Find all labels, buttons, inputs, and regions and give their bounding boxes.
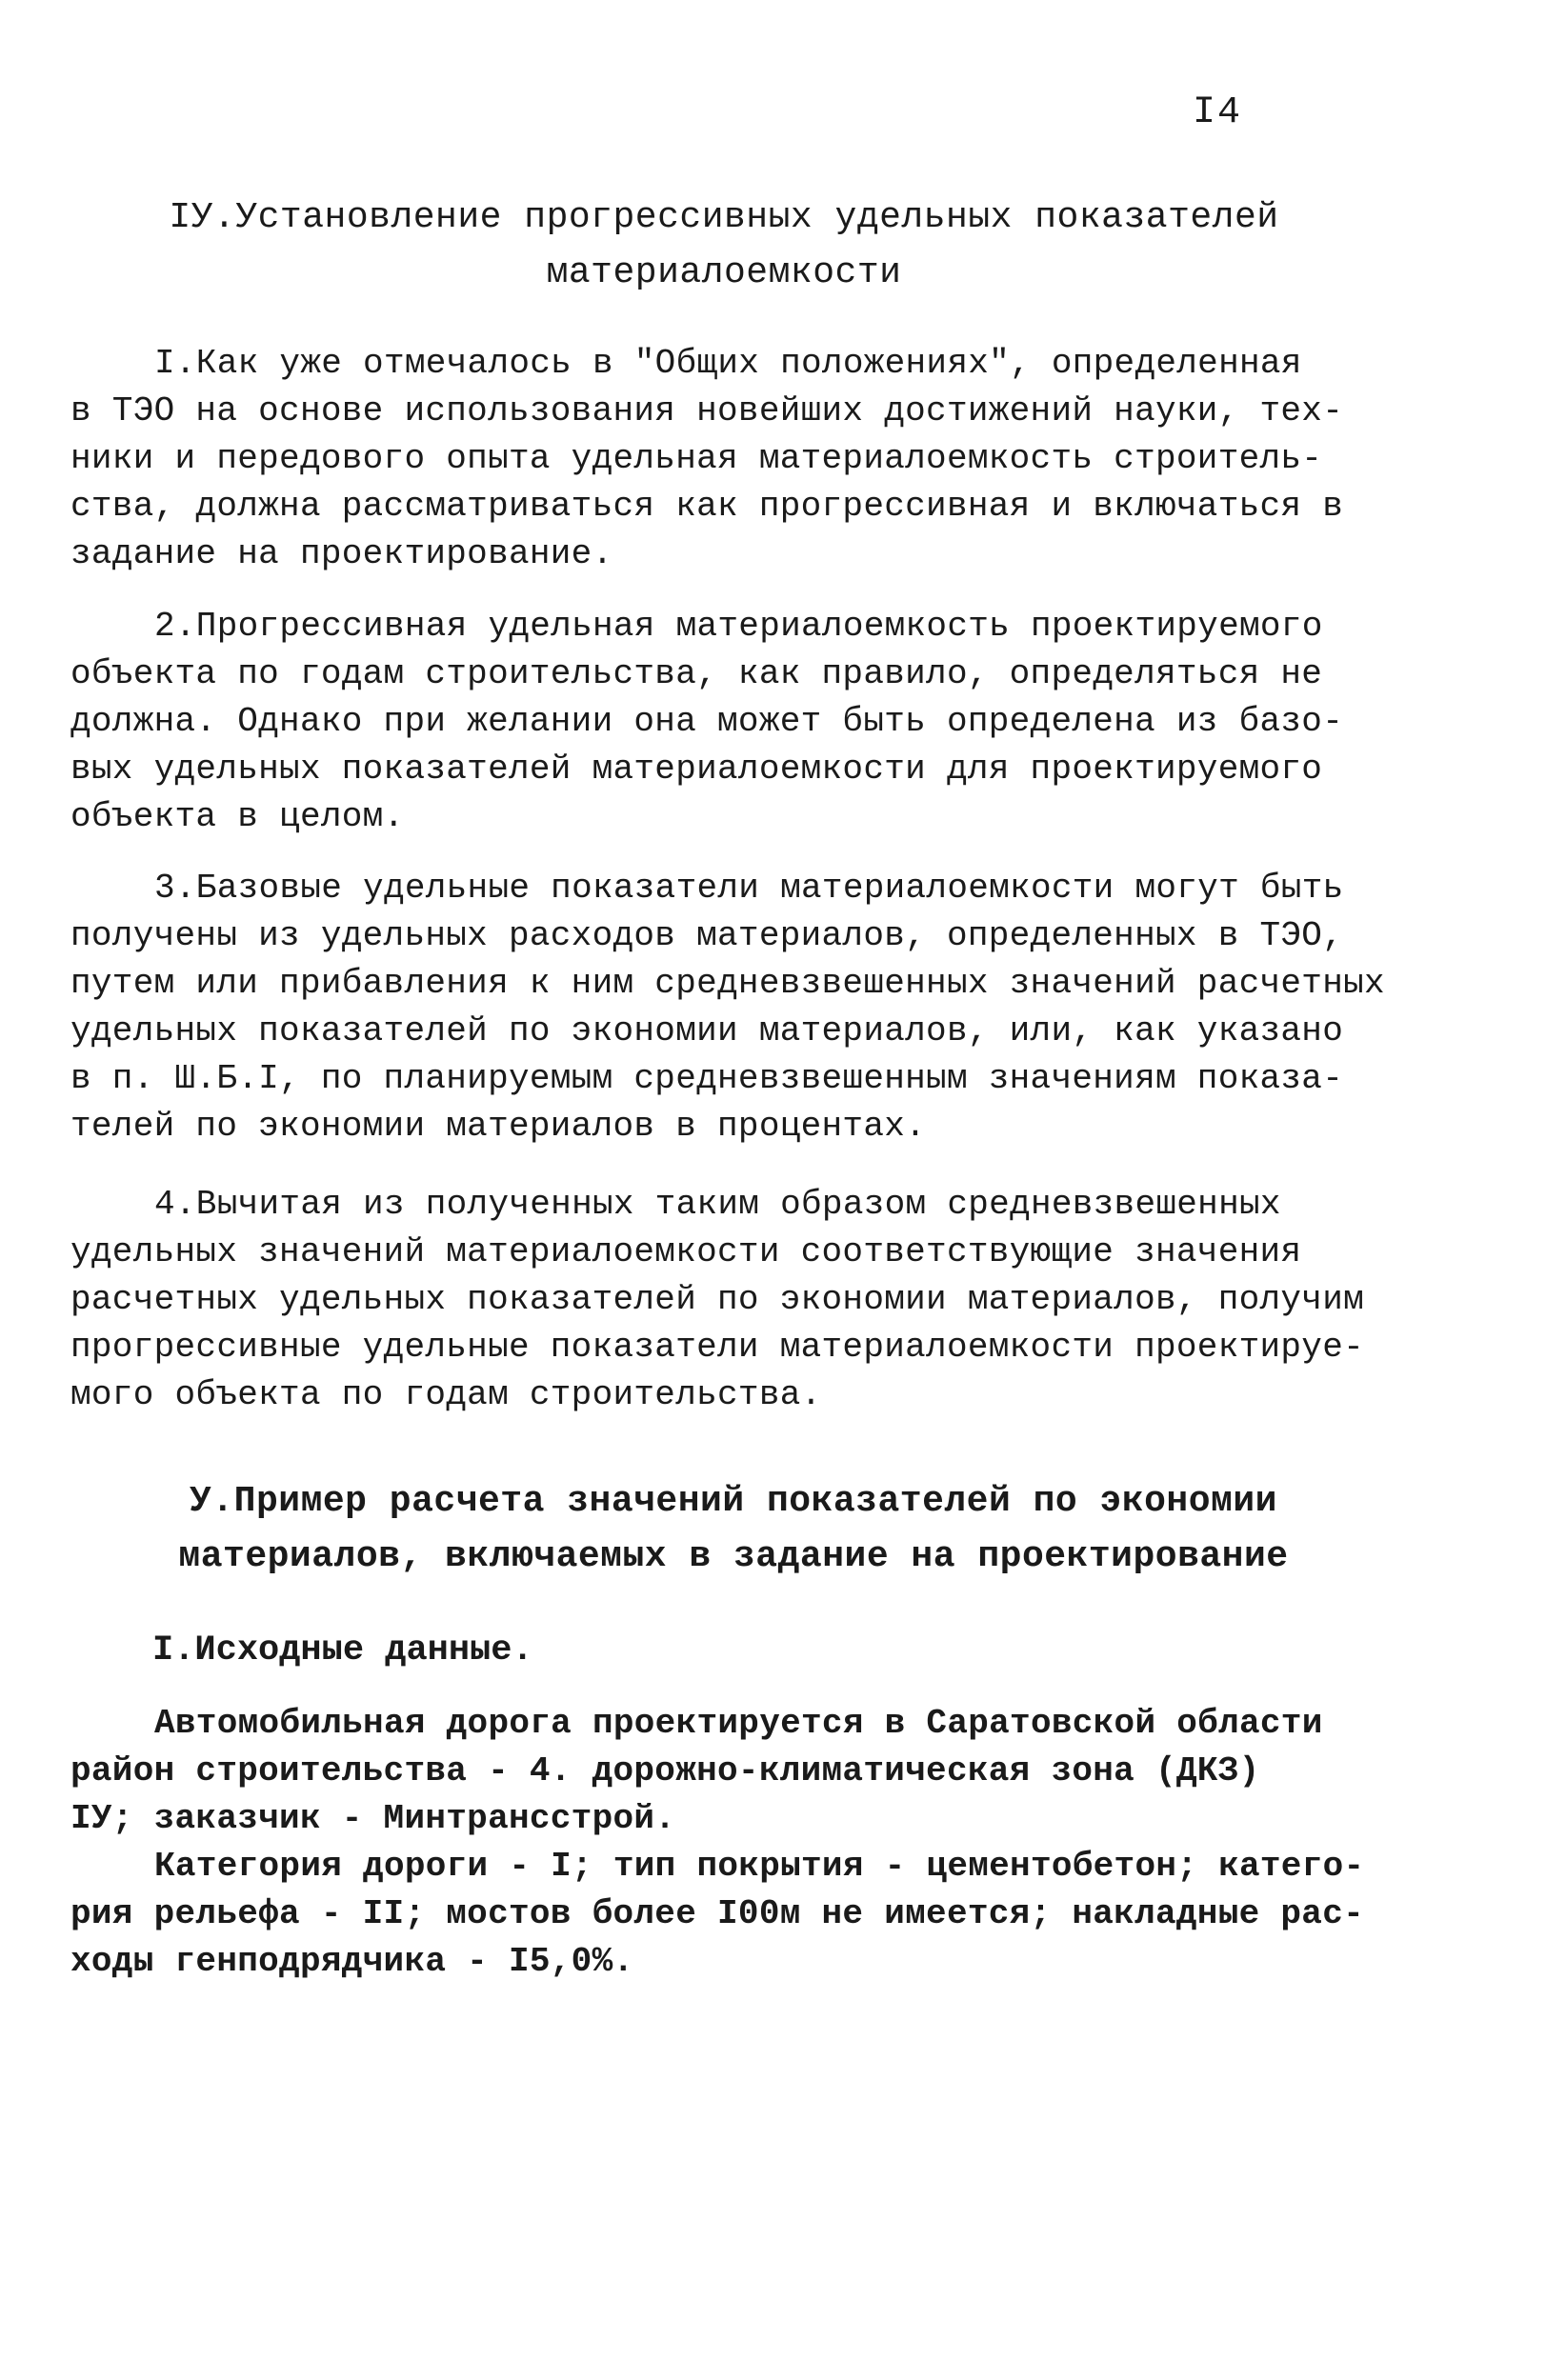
- section-4-paragraph-2: [70, 603, 1347, 841]
- text-line: прогрессивные удельные показатели материалоемкости проектируе-: [70, 1328, 1365, 1367]
- initial-data-subheading: I.Исходные данные.: [152, 1630, 533, 1670]
- text-line: IУ; заказчик - Минтрансстрой.: [70, 1799, 676, 1838]
- text-line: в п. Ш.Б.I, по планируемым средневзвешенным значениям показа-: [70, 1059, 1344, 1098]
- section-5-paragraph-2: [70, 1843, 1365, 1986]
- text-line: район строительства - 4. дорожно-климатическая зона (ДКЗ): [70, 1751, 1260, 1790]
- page-number: I4: [1193, 91, 1243, 134]
- text-line: в ТЭО на основе использования новейших достижений науки, тех-: [70, 391, 1344, 430]
- section-5-paragraph-1: [70, 1700, 1347, 1843]
- text-line: удельных показателей по экономии материалов, или, как указано: [70, 1011, 1344, 1050]
- text-line: Категория дороги - I; тип покрытия - цементобетон; катего-: [154, 1847, 1365, 1886]
- text-line: ники и передового опыта удельная материалоемкость строитель-: [70, 439, 1323, 478]
- text-line: I.Как уже отмечалось в "Общих положениях", определенная: [154, 344, 1302, 383]
- text-line: Автомобильная дорога проектируется в Саратовской области: [154, 1704, 1323, 1743]
- text-line: ства, должна рассматриваться как прогрессивная и включаться в: [70, 487, 1344, 526]
- section-4-paragraph-3: [70, 865, 1385, 1150]
- section-4-heading: [133, 190, 1315, 301]
- section-4-heading-line: материалоемкости: [546, 252, 902, 293]
- text-line: удельных значений материалоемкости соответствующие значения: [70, 1232, 1302, 1271]
- text-line: 2.Прогрессивная удельная материалоемкость проектируемого: [154, 607, 1323, 646]
- text-line: 3.Базовые удельные показатели материалоемкости могут быть: [154, 869, 1344, 908]
- text-line: объекта в целом.: [70, 797, 405, 836]
- section-4-heading-line: IУ.Установление прогрессивных удельных показателей: [169, 197, 1279, 238]
- text-line: получены из удельных расходов материалов, определенных в ТЭО,: [70, 916, 1344, 955]
- text-line: должна. Однако при желании она может быть определена из базо-: [70, 702, 1344, 741]
- text-line: расчетных удельных показателей по экономии материалов, получим: [70, 1280, 1365, 1319]
- text-line: ходы генподрядчика - I5,0%.: [70, 1942, 634, 1981]
- text-line: задание на проектирование.: [70, 534, 613, 573]
- text-line: объекта по годам строительства, как правило, определяться не: [70, 654, 1323, 693]
- text-line: рия рельефа - II; мостов более I00м не имеется; накладные рас-: [70, 1894, 1365, 1933]
- section-5-heading: [143, 1474, 1324, 1585]
- section-5-heading-line: У.Пример расчета значений показателей по экономии: [190, 1481, 1277, 1522]
- text-line: телей по экономии материалов в процентах.: [70, 1107, 927, 1146]
- text-line: 4.Вычитая из полученных таким образом средневзвешенных: [154, 1185, 1281, 1224]
- text-line: вых удельных показателей материалоемкости для проектируемого: [70, 750, 1323, 789]
- section-4-paragraph-4: [70, 1181, 1365, 1419]
- text-line: путем или прибавления к ним средневзвешенных значений расчетных: [70, 964, 1385, 1003]
- section-4-paragraph-1: [70, 340, 1347, 578]
- section-5-heading-line: материалов, включаемых в задание на проектирование: [178, 1536, 1289, 1577]
- text-line: мого объекта по годам строительства.: [70, 1375, 822, 1414]
